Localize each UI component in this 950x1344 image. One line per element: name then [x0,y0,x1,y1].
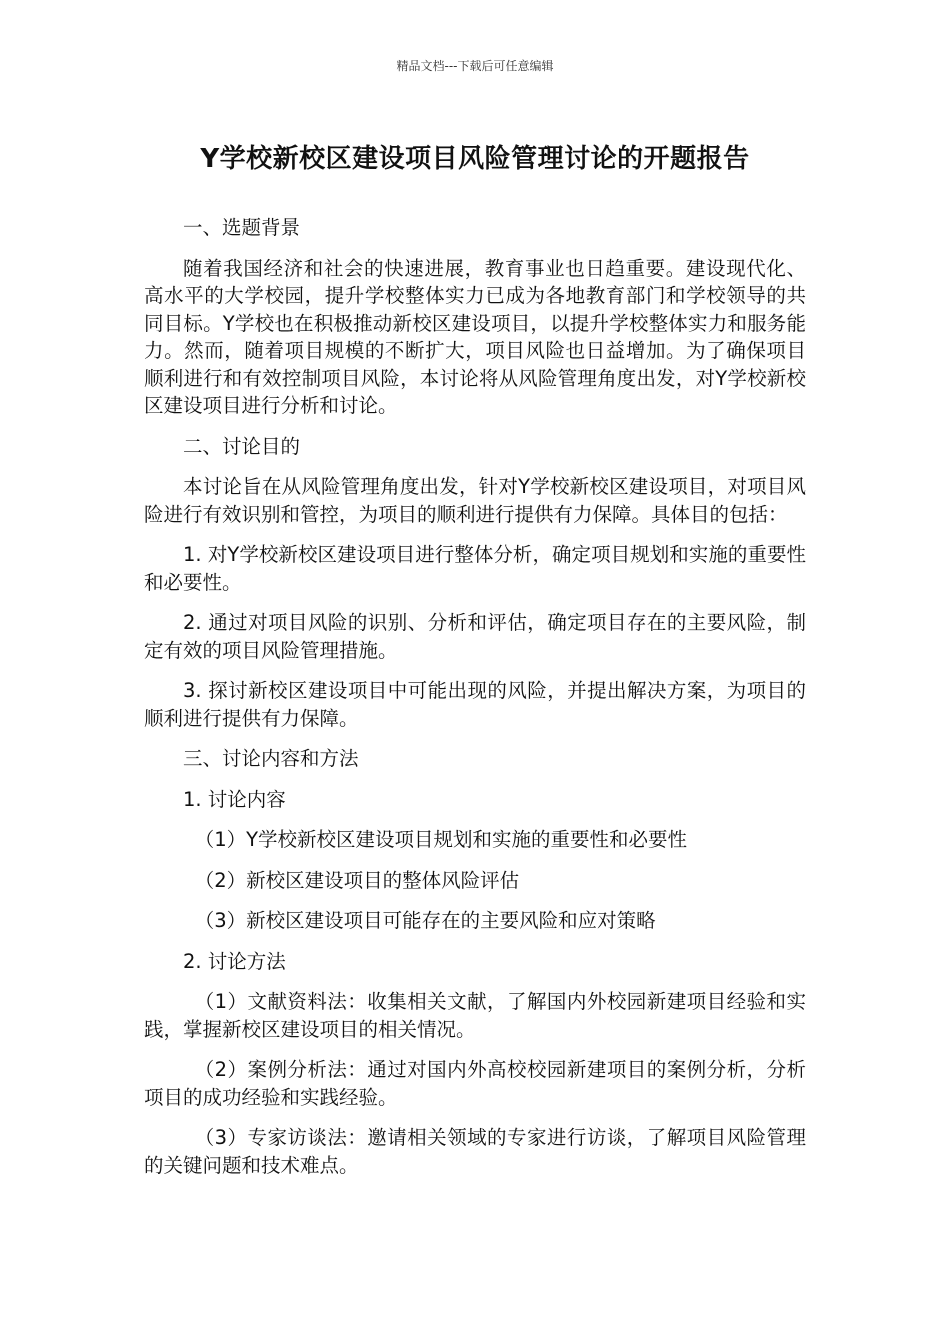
document-title: Y学校新校区建设项目风险管理讨论的开题报告 [200,144,750,174]
method-item-2: （2）案例分析法：通过对国内外高校校园新建项目的案例分析，分析项目的成功经验和实践经验。 [144,1058,806,1109]
subheading-method: 2. 讨论方法 [183,949,286,973]
method-item-3: （3）专家访谈法：邀请相关领域的专家进行访谈，了解项目风险管理的关键问题和技术难点。 [144,1126,806,1177]
purpose-item-3: 3. 探讨新校区建设项目中可能出现的风险，并提出解决方案，为项目的顺利进行提供有力保障。 [144,679,806,730]
content-item-1: （1）Y学校新校区建设项目规划和实施的重要性和必要性 [194,828,688,851]
subheading-content: 1. 讨论内容 [183,787,286,811]
method-item-1: （1）文献资料法：收集相关文献，了解国内外校园新建项目经验和实践，掌握新校区建设项目的相关情况。 [144,990,806,1041]
paragraph-purpose: 本讨论旨在从风险管理角度出发，针对Y学校新校区建设项目，对项目风险进行有效识别和管控，为项目的顺利进行提供有力保障。具体目的包括： [144,475,806,526]
content-item-3: （3）新校区建设项目可能存在的主要风险和应对策略 [194,909,656,932]
purpose-item-2: 2. 通过对项目风险的识别、分析和评估，确定项目存在的主要风险，制定有效的项目风险管理措施。 [144,611,806,662]
section-heading-background: 一、选题背景 [183,216,301,239]
purpose-item-1: 1. 对Y学校新校区建设项目进行整体分析，确定项目规划和实施的重要性和必要性。 [144,543,806,594]
section-heading-purpose: 二、讨论目的 [183,434,301,458]
section-heading-content-method: 三、讨论内容和方法 [183,747,359,770]
document-body [144,214,806,1192]
header-watermark: 精品文档---下载后可任意编辑 [396,59,554,73]
paragraph-background: 随着我国经济和社会的快速进展，教育事业也日趋重要。建设现代化、高水平的大学校园，提升学校整体实力已成为各地教育部门和学校领导的共同目标。Y学校也在积极推动新校区建设项目，以提升学校整体实力和服务能力。然而，随着项目规模的不断扩大，项目风险也日益增加。为了确保项目顺利进行和有效控制项目风险，本讨论将从风险管理角度出发，对Y学校新校区建设项目进行分析和讨论。 [144,256,806,417]
content-item-2: （2）新校区建设项目的整体风险评估 [194,868,520,892]
